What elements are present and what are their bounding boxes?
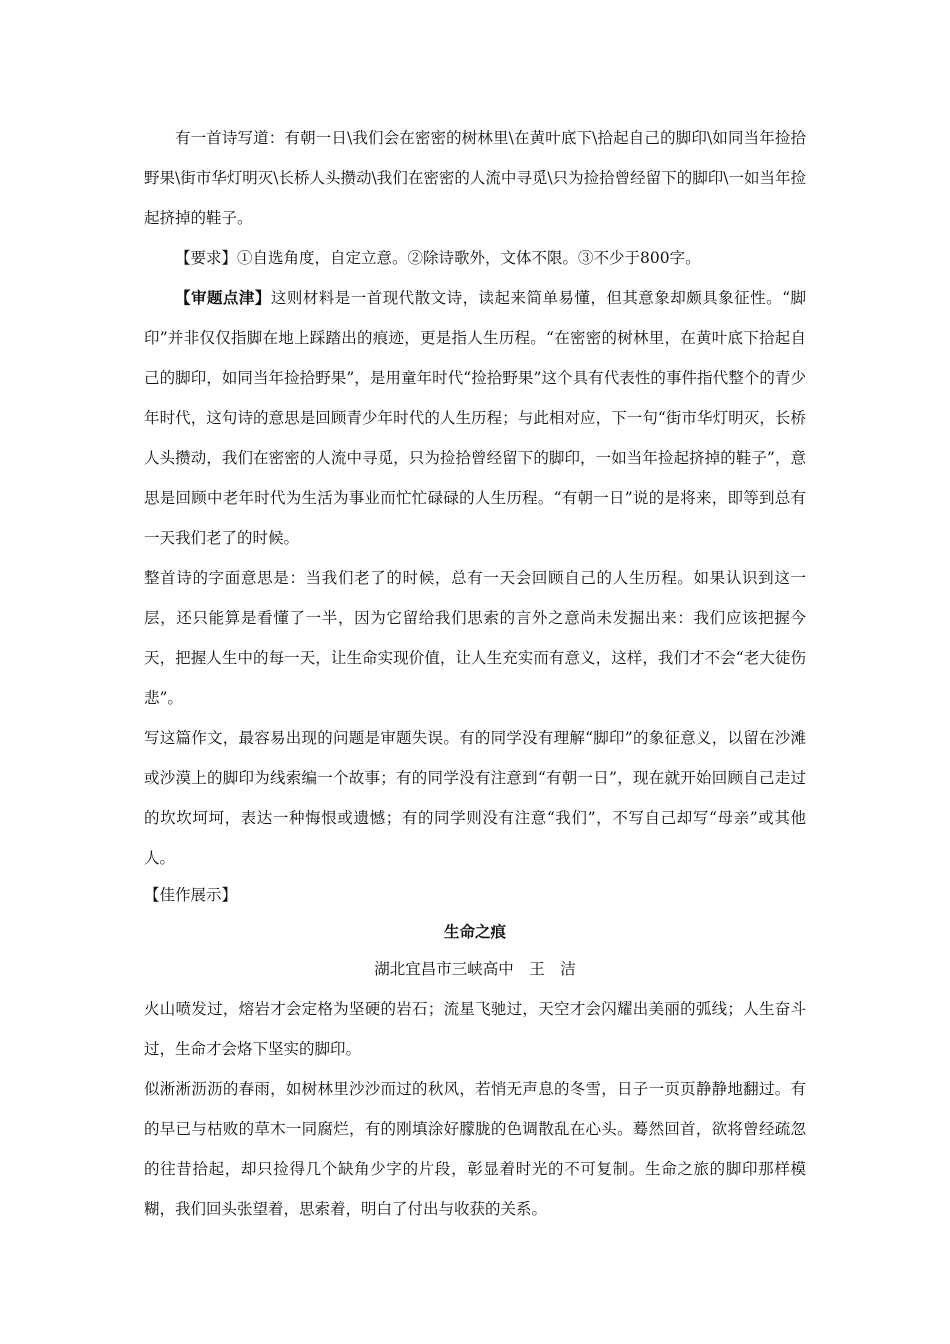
- essay-paragraph-1: 火山喷发过，熔岩才会定格为坚硬的岩石；流星飞驰过，天空才会闪耀出美丽的弧线；人生奋斗过，生命才会烙下坚实的脚印。: [144, 1000, 806, 1058]
- requirements-label: 【要求】: [175, 249, 238, 267]
- analysis-text: 这则材料是一首现代散文诗，读起来简单易懂，但其意象却颇具象征性。“脚印”并非仅仅指脚在地上踩踏出的痕迹，更是指人生历程。“在密密的树林里，在黄叶底下拾起自己的脚印，如同当年捡拾野果”，是用童年时代“捡拾野果”这个具有代表性的事件指代整个的青少年时代，这句诗的意思是回顾青少年时代的人生历程；与此相对应，下一句“街市华灯明灭，长桥人头攒动，我们在密密的人流中寻觅，只为捡拾曾经留下的脚印，一如当年捡起挤掉的鞋子”，意思是回顾中老年时代为生活为事业而忙忙碌碌的人生历程。“有朝一日”说的是将来，即等到总有一天我们老了的时候。: [144, 289, 806, 547]
- intro-paragraph: 有一首诗写道：有朝一日\我们会在密密的树林里\在黄叶底下\拾起自己的脚印\如同当年捡拾野果\街市华灯明灭\长桥人头攒动\我们在密密的人流中寻觅\只为捡拾曾经留下的脚印\一如当年捡起挤掉的鞋子。: [144, 129, 806, 227]
- essay-title: 生命之痕: [443, 923, 506, 941]
- showcase-label: 【佳作展示】: [144, 886, 238, 904]
- essay-paragraph-2: 似淅淅沥沥的春雨，如树林里沙沙而过的秋风，若悄无声息的冬雪，日子一页页静静地翻过。有的早已与枯败的草木一同腐烂，有的刚填涂好朦胧的色调散乱在心头。蓦然回首，欲将曾经疏忽的往昔拾起，却只捡得几个缺角少字的片段，彰显着时光的不可复制。生命之旅的脚印那样模糊，我们回头张望着，思索着，明白了付出与收获的关系。: [144, 1080, 806, 1218]
- requirements-paragraph: [144, 238, 806, 278]
- analysis-paragraph: [144, 278, 806, 558]
- analysis-label: 【审题点津】: [175, 288, 271, 307]
- essay-author: 湖北宜昌市三峡高中 王 洁: [374, 960, 576, 978]
- meaning-paragraph: 整首诗的字面意思是：当我们老了的时候，总有一天会回顾自己的人生历程。如果认识到这一层，还只能算是看懂了一半，因为它留给我们思索的言外之意尚未发掘出来：我们应该把握今天，把握人生中的每一天，让生命实现价值，让人生充实而有意义，这样，我们才不会“老大徒伤悲”。: [144, 569, 806, 707]
- requirements-text: ①自选角度，自定立意。②除诗歌外，文体不限。③不少于800字。: [237, 249, 701, 267]
- mistakes-paragraph: 写这篇作文，最容易出现的问题是审题失误。有的同学没有理解“脚印”的象征意义，以留在沙滩或沙漠上的脚印为线索编一个故事；有的同学没有注意到“有朝一日”，现在就开始回顾自己走过的坎坎坷坷，表达一种悔恨或遗憾；有的同学则没有注意“我们”，不写自己却写“母亲”或其他人。: [144, 729, 806, 867]
- document-page: [144, 118, 806, 1229]
